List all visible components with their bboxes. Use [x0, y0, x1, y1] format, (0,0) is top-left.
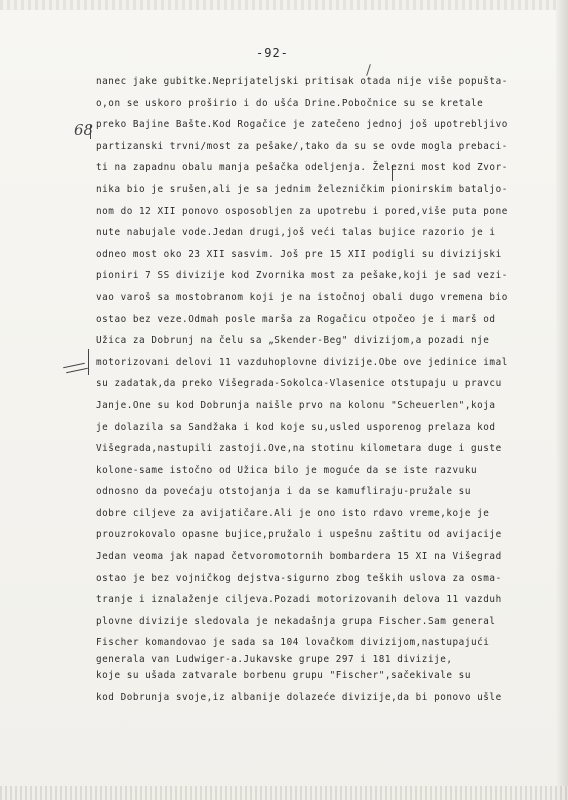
text-line: Janje.One su kod Dobrunja naišle prvo na kolonu "Scheuerlen",koja — [96, 399, 496, 411]
typewritten-body-text — [96, 71, 558, 708]
text-line: odnosno da povećaju otstojanja i da se kamufliraju-pružale su — [96, 486, 471, 498]
text-line: nom do 12 XII ponovo osposobljen za upotrebu i pored,više puta pone — [96, 205, 508, 217]
text-line: motorizovani delovi 11 vazduhoplovne divizije.Obe ove jedinice imal — [96, 356, 508, 368]
text-line: tranje i iznalaženje ciljeva.Pozadi motorizovanih delova 11 vazduh — [96, 594, 502, 606]
margin-slash-mark — [63, 363, 85, 369]
margin-note-handwritten: 68 — [74, 121, 94, 139]
text-line: pioniri 7 SS divizije kod Zvornika most za pešake,koji je sad vezi- — [96, 270, 508, 282]
text-line: kod Dobrunja svoje,iz albanije dolazeće divizije,da bi ponovo ušle — [96, 691, 502, 703]
text-line: preko Bajine Bašte.Kod Rogačice je zatečeno jednoj još upotrebljivo — [96, 119, 508, 131]
text-line: partizanski trvni/most za pešake/,tako da su se ovde mogla prebaci- — [96, 140, 508, 152]
text-line: ostao je bez vojničkog dejstva-sigurno zbog teških uslova za osma- — [96, 572, 502, 584]
text-line: nanec jake gubitke.Neprijateljski pritisak otada nije više popušta- — [96, 76, 508, 87]
text-line: nute nabujale vode.Jedan drugi,još veći talas bujice razorio je i — [96, 227, 496, 239]
text-line: dobre ciljeve za avijatičare.Ali je ono isto rdavo vreme,koje je — [96, 507, 490, 519]
text-line: Višegrada,nastupili zastoji.Ove,na stotinu kilometara duge i guste — [96, 443, 502, 455]
text-line: nika bio je srušen,ali je sa jednim železničkim pionirskim bataljo- — [96, 183, 508, 195]
margin-bracket-mark — [88, 349, 95, 375]
page-number: -92- — [256, 46, 289, 60]
scan-edge-bottom — [0, 786, 568, 800]
text-line: je dolazila sa Sandžaka i kod koje su,usled usporenog prelaza kod — [96, 421, 496, 433]
margin-slash-mark — [66, 368, 88, 374]
text-line: Užica za Dobrunj na čelu sa „Skender-Beg" divizijom,a pozadi nje — [96, 335, 490, 347]
text-line: o,on se uskoro proširio i do ušća Drine.Pobočnice su se kretale — [96, 97, 484, 109]
text-line: Jedan veoma jak napad četvoromotornih bombardera 15 XI na Višegrad — [96, 551, 502, 563]
scan-edge-top — [0, 0, 568, 10]
text-line: prouzrokovalo opasne bujice,pružalo i uspešnu zaštitu od avijacije — [96, 529, 502, 541]
text-line: koje su ušada zatvarale borbenu grupu "Fischer",sačekivale su — [96, 670, 471, 682]
text-line: generala van Ludwiger-a.Jukavske grupe 297 i 181 divizije, — [96, 654, 453, 666]
text-line: plovne divizije sledovala je nekadašnja grupa Fischer.Sam general — [96, 615, 496, 627]
text-line: vao varoš sa mostobranom koji je na istočnoj obali dugo vremena bio — [96, 291, 508, 303]
text-line: su zadatak,da preko Višegrada-Sokolca-Vlasenice otstupaju u pravcu — [96, 378, 502, 390]
text-line: Fischer komandovao je sada sa 104 lovačkom divizijom,nastupajući — [96, 637, 490, 649]
text-line: ostao bez veze.Odmah posle marša za Rogačicu otpočeo je i marš od — [96, 313, 496, 325]
text-line: odneo most oko 23 XII sasvim. Još pre 15 XII podigli su divizijski — [96, 248, 502, 260]
text-line: ti na zapadnu obalu manja pešačka odeljenja. Železni most kod Zvor- — [96, 162, 508, 174]
text-line: kolone-same istočno od Užica bilo je moguće da se iste razvuku — [96, 464, 478, 476]
